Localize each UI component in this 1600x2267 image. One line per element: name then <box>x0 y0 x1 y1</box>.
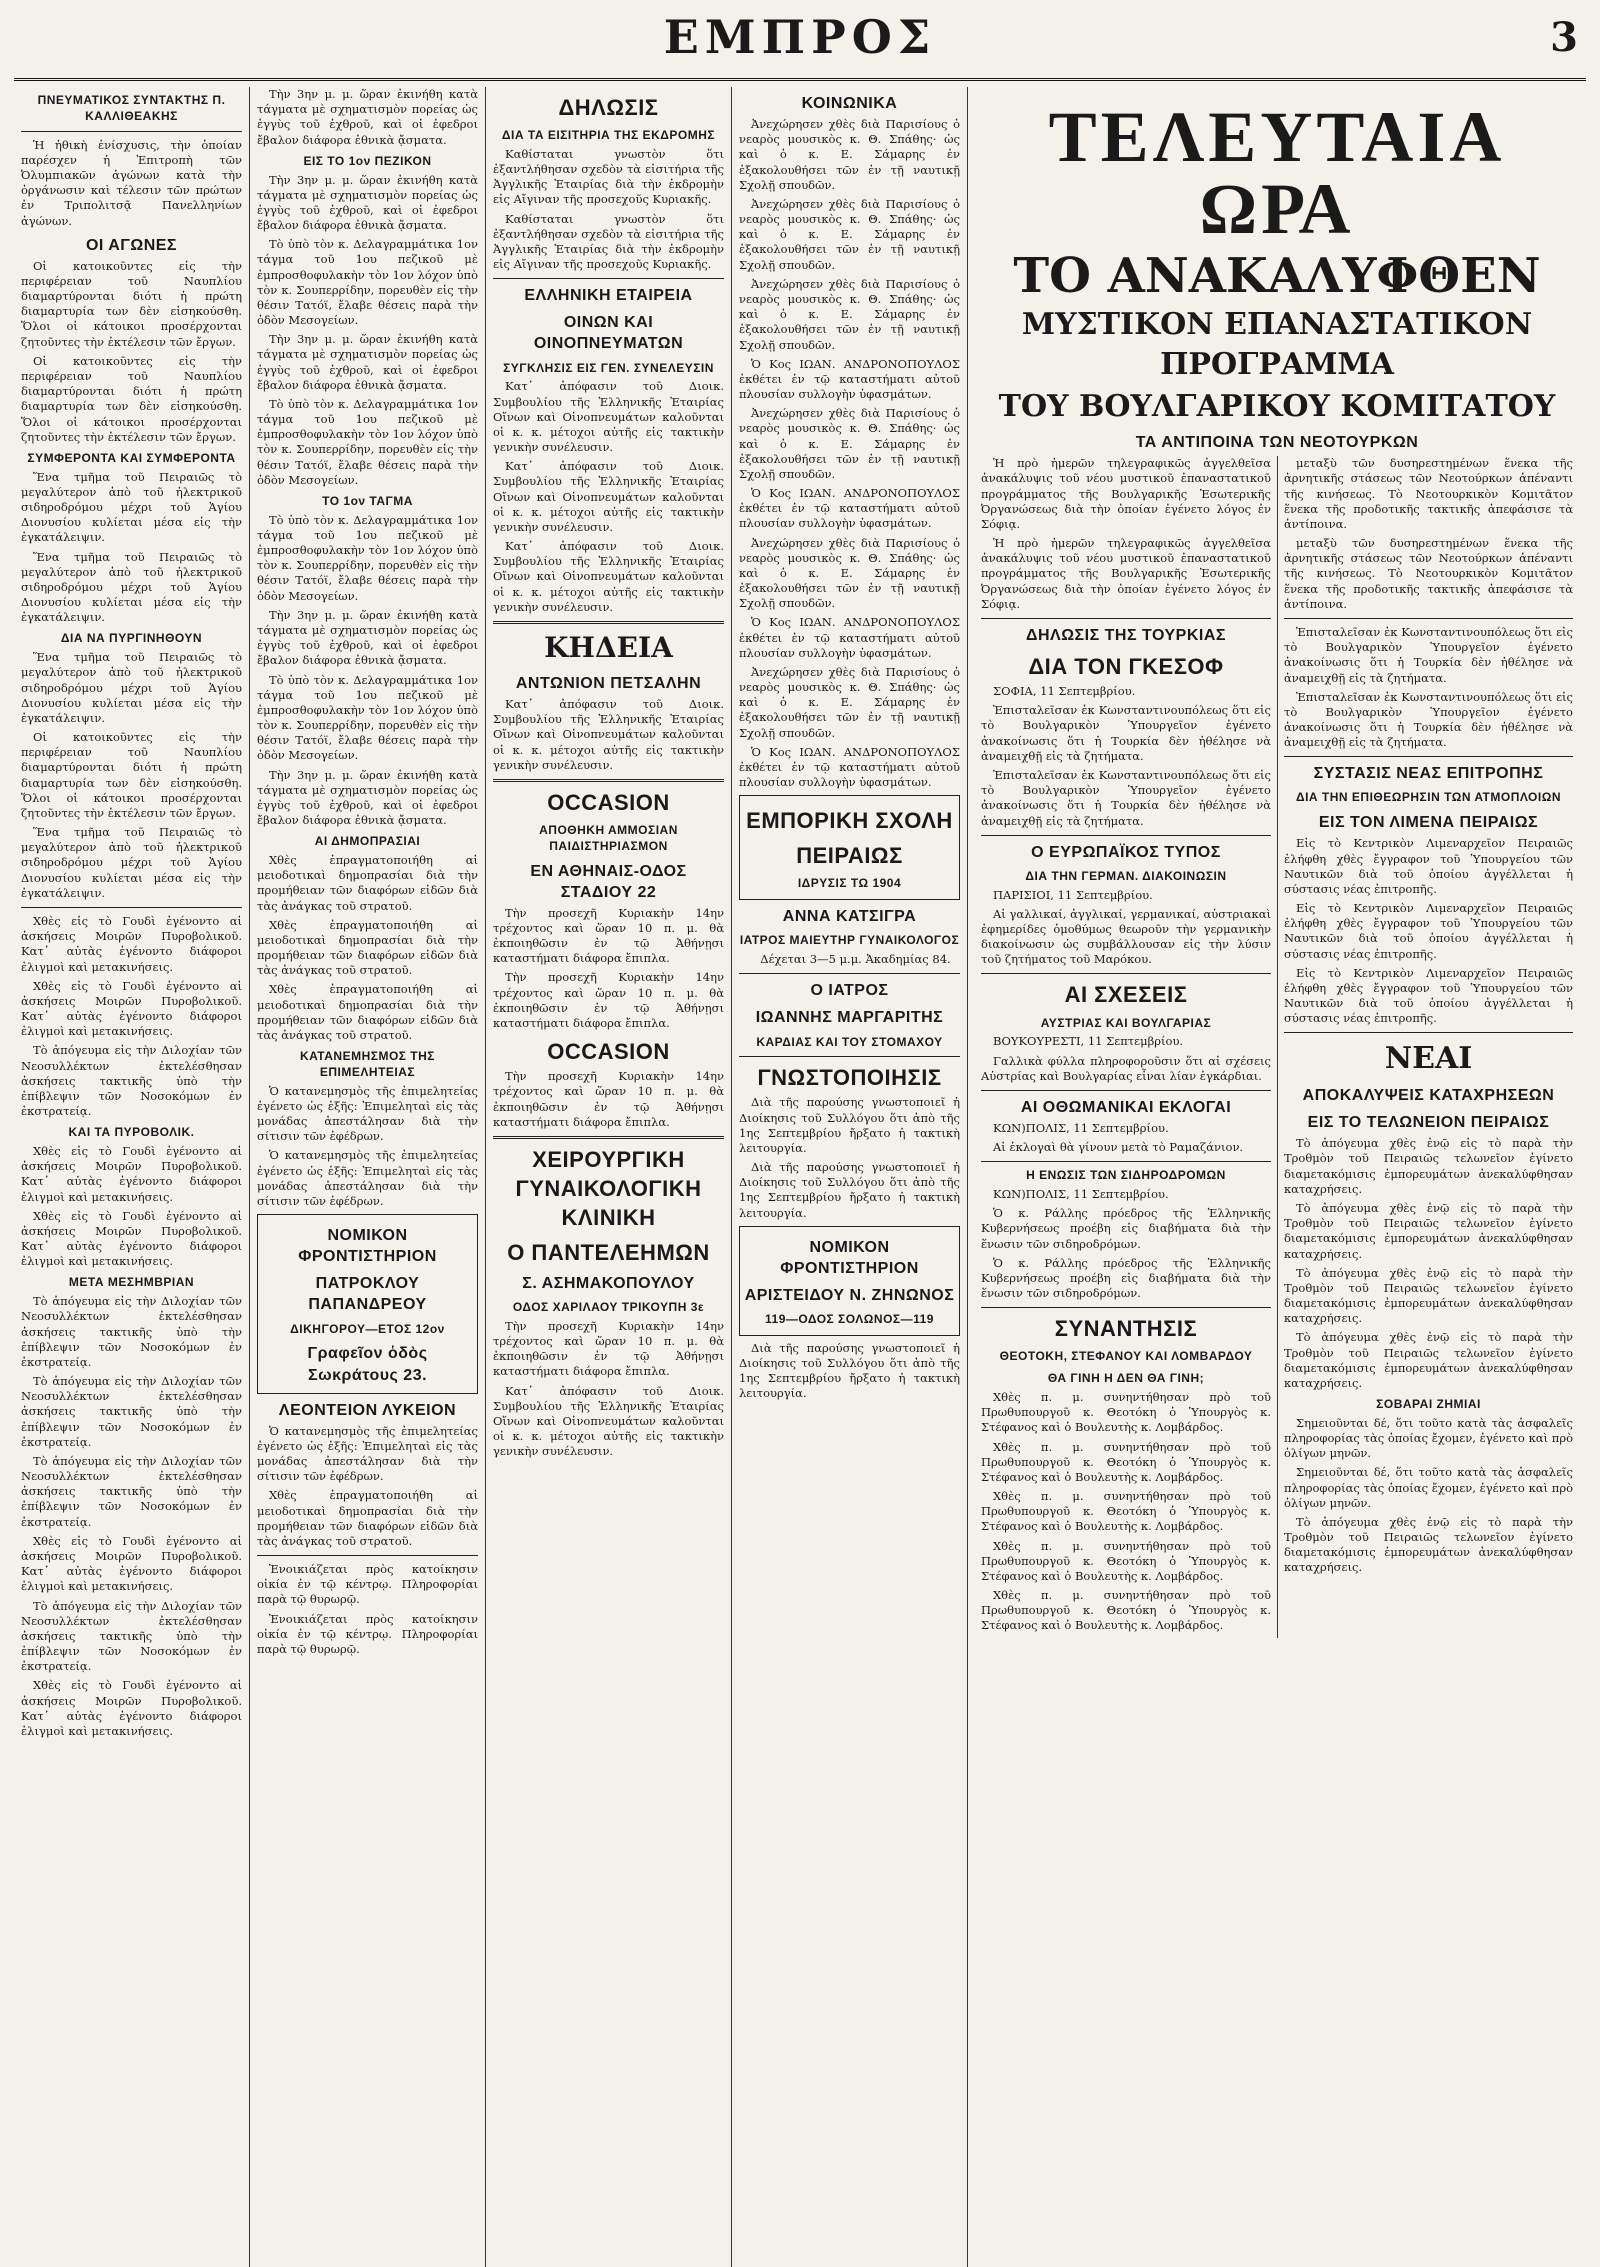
paragraph: Ὁ κ. Ράλλης πρόεδρος τῆς Ἑλληνικῆς Κυβερνήσεως προέβη εἰς διαβήματα διὰ τὴν ἕνωσιν τῶν σιδηροδρόμων. <box>981 1206 1271 1251</box>
ad-title: ΕΜΠΟΡΙΚΗ ΣΧΟΛΗ <box>746 808 953 834</box>
ad-address: Γραφεῖον ὁδὸς Σωκράτους 23. <box>307 1345 428 1384</box>
dateline-kpolis: ΚΩΝ)ΠΟΛΙΣ, 11 Σεπτεμβρίου. <box>993 1120 1169 1135</box>
paragraph: Τὸ ὑπὸ τὸν κ. Δελαγραμμάτικα 1ον τάγμα τοῦ 1ου πεζικοῦ μὲ ἐμπροσθοφυλακὴν τὸν 1ον λόχον ὑπὸ τὸν κ. Σουπερρίδην, πορευθὲν εἰς τὴν θέσιν Τατόϊ, ἔλαβε θέσεις παρὰ τὴν ὁδὸν Μεσογείων. <box>257 237 478 328</box>
paragraph: Τὸ ὑπὸ τὸν κ. Δελαγραμμάτικα 1ον τάγμα τοῦ 1ου πεζικοῦ μὲ ἐμπροσθοφυλακὴν τὸν 1ον λόχον ὑπὸ τὸν κ. Σουπερρίδην, πορευθὲν εἰς τὴν θέσιν Τατόϊ, ἔλαβε θέσεις παρὰ τὴν ὁδὸν Μεσογείων. <box>257 396 478 487</box>
clinic-address: ΟΔΟΣ ΧΑΡΙΛΑΟΥ ΤΡΙΚΟΥΠΗ 3ε <box>512 1300 705 1315</box>
paragraph: Χθὲς π. μ. συνηντήθησαν πρὸ τοῦ Πρωθυπουργοῦ κ. Θεοτόκη ὁ Ὑπουργὸς κ. Στέφανος καὶ ὁ Βουλευτὴς κ. Λομβάρδος. <box>981 1439 1271 1484</box>
paragraph: Ἕνα τμῆμα τοῦ Πειραιῶς τὸ μεγαλύτερον ἀπὸ τοῦ ἠλεκτρικοῦ σιδηροδρόμου μέχρι τοῦ Ἁγίου Διονυσίου κυλίεται μέσα εἰς τὴν ἐγκατάλειψιν. <box>21 469 242 545</box>
column-5 <box>968 87 1586 2267</box>
paragraph: Ἐνοικιάζεται πρὸς κατοίκησιν οἰκία ἐν τῷ κέντρῳ. Πληροφορίαι παρὰ τῷ θυρωρῷ. <box>257 1611 478 1656</box>
paragraph: Τὴν 3ην μ. μ. ὥραν ἐκινήθη κατὰ τάγματα μὲ σχηματισμὸν πορείας ὡς ἐγγὺς τοῦ ἐχθροῦ, καὶ οἱ ἐφεδροι ἔβαλον διάφορα ἐθνικὰ ᾄσματα. <box>257 87 478 147</box>
subheadline-dilosis: ΔΙΑ ΤΑ ΕΙΣΙΤΗΡΙΑ ΤΗΣ ΕΚΔΡΟΜΗΣ <box>501 128 716 143</box>
paragraph: Ἀνεχώρησεν χθὲς διὰ Παρισίους ὁ νεαρὸς μουσικὸς κ. Θ. Σπάθης· ὡς καὶ ὁ κ. Ε. Σάμαρης ἐν ἐξακολουθήσει τῶν ἐν τῇ ναυτικῇ Σχολῇ σπουδῶν. <box>739 406 960 481</box>
paragraph: Οἱ κατοικοῦντες εἰς τὴν περιφέρειαν τοῦ Ναυπλίου διαμαρτύρονται διότι ἡ πρώτη διαμαρτυρία των δὲν εἰσηκούσθη. Ὅλοι οἱ κάτοικοι προσέρχονται ζητοῦντες τὴν ἐκτέλεσιν τῶν ἔργων. <box>21 730 242 820</box>
headline-anna: ΑΝΝΑ ΚΑΤΣΙΓΡΑ <box>782 908 917 926</box>
paragraph: Τὸ ἀπόγευμα χθὲς ἐνῷ εἰς τὸ παρὰ τὴν Τροθμὸν τοῦ Πειραιῶς τελωνεῖον ἐγίνετο διαμετακόμισις ἐμπορευμάτων ἀνεκαλύφθησαν καταχρήσεις. <box>1283 1200 1573 1261</box>
headline-pyrginithoun: ΔΙΑ ΝΑ ΠΥΡΓΙΝΗΘΟΥΝ <box>60 631 203 646</box>
headline-mystikon: ΜΥΣΤΙΚΟΝ ΕΠΑΝΑΣΤΑΤΙΚΟΝ ΠΡΟΓΡΑΜΜΑ <box>1021 307 1533 382</box>
column-3 <box>486 87 732 2267</box>
ad-city: ΠΕΙΡΑΙΩΣ <box>796 843 903 869</box>
subheadline-ginei: ΘΑ ΓΙΝΗ Η ΔΕΝ ΘΑ ΓΙΝΗ; <box>1047 1371 1205 1386</box>
paragraph: Αἱ ἐκλογαὶ θὰ γίνουν μετὰ τὸ Ραμαζάνιον. <box>993 1140 1244 1155</box>
paragraph: Ὁ κατανεμησμὸς τῆς ἐπιμελητείας ἐγένετο ὡς ἑξῆς: Ἐπιμεληταὶ εἰς τὰς μονάδας ἀπεστάλησαν διὰ τὴν σίτισιν τῶν ἐφέδρων. <box>257 1148 478 1208</box>
paragraph: Ἐπισταλεῖσαν ἐκ Κωνσταντινουπόλεως ὅτι εἰς τὸ Βουλγαρικὸν Ὑπουργεῖον ἐγένετο ἀνακοίνωσις ὅτι ἡ Τουρκία δὲν ἠθέλησε νὰ ἀναμειχθῇ εἰς τὰ ζητήματα. <box>1283 625 1573 685</box>
paragraph: Χθὲς εἰς τὸ Γουδὶ ἐγένοντο αἱ ἀσκήσεις Μοιρῶν Πυροβολικοῦ. Κατ᾽ αὐτὰς ἐγένοντο διάφοροι ἐλιγμοὶ καὶ μετακινήσεις. <box>21 1208 242 1269</box>
paragraph: Τὴν 3ην μ. μ. ὥραν ἐκινήθη κατὰ τάγματα μὲ σχηματισμὸν πορείας ὡς ἐγγὺς τοῦ ἐχθροῦ, καὶ οἱ ἐφεδροι ἔβαλον διάφορα ἐθνικὰ ᾄσματα. <box>257 332 478 392</box>
subheadline-sxeseis: ΑΥΣΤΡΙΑΣ ΚΑΙ ΒΟΥΛΓΑΡΙΑΣ <box>1040 1015 1212 1030</box>
masthead-title: ΕΜΠΡΟΣ <box>663 10 937 64</box>
paragraph: Σημειοῦνται δέ, ὅτι τοῦτο κατὰ τὰς ἀσφαλεῖς πληροφορίας τὰς ὁποίας ἔχομεν, ἐγένετο καὶ πρὸ ὀλίγων μηνῶν. <box>1283 1415 1573 1461</box>
byline: ΠΝΕΥΜΑΤΙΚΟΣ ΣΥΝΤΑΚΤΗΣ Π. ΚΑΛΛΙΘΕΑΚΗΣ <box>37 93 226 123</box>
paragraph: Ἀνεχώρησεν χθὲς διὰ Παρισίους ὁ νεαρὸς μουσικὸς κ. Θ. Σπάθης· ὡς καὶ ὁ κ. Ε. Σάμαρης ἐν ἐξακολουθήσει τῶν ἐν τῇ ναυτικῇ Σχολῇ σπουδῶν. <box>739 664 960 740</box>
headline-pezikon: ΕΙΣ ΤΟ 1ον ΠΕΖΙΚΟΝ <box>303 153 432 168</box>
headline-panteleimon: Ο ΠΑΝΤΕΛΕΗΜΩΝ <box>507 1239 710 1265</box>
paragraph: Ἡ πρὸ ἡμερῶν τηλεγραφικῶς ἀγγελθεῖσα ἀνακάλυψις τοῦ νέου μυστικοῦ ἐπαναστατικοῦ προγράμματος τῆς Βουλγαρικῆς Ἐσωτερικῆς Ὀργανώσεως διὰ τὴν ὁποίαν ἐγένετο λόγος ἐν Σόφιᾳ. <box>981 536 1271 611</box>
headline-limena: ΕΙΣ ΤΟΝ ΛΙΜΕΝΑ ΠΕΙΡΑΙΩΣ <box>1318 814 1539 832</box>
headline-pyrobolika: ΚΑΙ ΤΑ ΠΥΡΟΒΟΛΙΚ. <box>68 1125 195 1140</box>
headline-agones: ΟΙ ΑΓΩΝΕΣ <box>85 236 178 254</box>
paragraph: Κατ᾽ ἀπόφασιν τοῦ Διοικ. Συμβουλίου τῆς Ἑλληνικῆς Ἑταιρίας Οἴνων καὶ Οἰνοπνευμάτων καλοῦνται οἱ κ. κ. μέτοχοι αὐτῆς εἰς τακτικὴν γενικὴν συνέλευσιν. <box>493 539 724 614</box>
lead-paragraph: Ἡ ἡθικὴ ἐνίσχυσις, τὴν ὁποίαν παρέσχεν ἡ Ἐπιτροπὴ τῶν Ὀλυμπιακῶν ἀγώνων κατὰ τὴν ὀργάνωσιν καὶ τέλεσιν τῶν πρώτων ἐν Τριπολιτσᾷ Πανελληνίων ἀγώνων. <box>21 137 242 228</box>
headline-meta-mesimvrian: ΜΕΤΑ ΜΕΣΗΜΒΡΙΑΝ <box>68 1275 195 1290</box>
dateline-voukouresti: ΒΟΥΚΟΥΡΕΣΤΙ, 11 Σεπτεμβρίου. <box>993 1034 1184 1049</box>
headline-oinon: ΟΙΝΩΝ ΚΑΙ ΟΙΝΟΠΝΕΥΜΑΤΩΝ <box>533 314 684 353</box>
column-2 <box>250 87 486 2267</box>
paragraph: Κατ᾽ ἀπόφασιν τοῦ Διοικ. Συμβουλίου τῆς Ἑλληνικῆς Ἑταιρίας Οἴνων καὶ Οἰνοπνευμάτων καλοῦνται οἱ κ. κ. μέτοχοι αὐτῆς εἰς τακτικὴν γενικὴν συνέλευσιν. <box>493 459 724 534</box>
paragraph: Ὁ Κος ΙΩΑΝ. ΑΝΔΡΟΝΟΠΟΥΛΟΣ ἐκθέτει ἐν τῷ καταστήματι αὐτοῦ πλουσίαν συλλογὴν ὑφασμάτων. <box>739 486 960 531</box>
ad-title: ΝΟΜΙΚΟΝ ΦΡΟΝΤΙΣΤΗΡΙΟΝ <box>780 1238 919 1277</box>
paragraph: Χθὲς ἐπραγματοποιήθη αἱ μειοδοτικαὶ δημοπρασίαι διὰ τὴν προμήθειαν τῶν διαφόρων εἰδῶν διὰ τὰς ἀνάγκας τοῦ στρατοῦ. <box>257 853 478 913</box>
subcolumn-left <box>975 456 1277 1637</box>
ad-address: 119—ΟΔΟΣ ΣΟΛΩΝΟΣ—119 <box>765 1312 934 1327</box>
subheadline-apothiki: ΑΠΟΘΗΚΗ ΑΜΜΟΣΙΑΝ ΠΑΙΔΙΣΤΗΡΙΑΣΜΟΝ <box>539 822 678 853</box>
ad-emporiki-scholi <box>739 795 960 900</box>
paragraph: Διὰ τῆς παρούσης γνωστοποιεῖ ἡ Διοίκησις τοῦ Συλλόγου ὅτι ἀπὸ τῆς 1ης Σεπτεμβρίου ἤρξατο ἡ τακτικὴ λειτουργία. <box>739 1340 960 1401</box>
headline-zimiai: ΣΟΒΑΡΑΙ ΖΗΜΙΑΙ <box>1376 1397 1481 1412</box>
paragraph: μεταξὺ τῶν δυσηρεστημένων ἕνεκα τῆς ἀρνητικῆς στάσεως τῶν Νεοτούρκων ἀπέναντι τῆς κινήσεως. Τὸ Νεοτουρκικὸν Κομιτᾶτον ἕνεκα τῆς προδοτικῆς τακτικῆς ἀπεφάσισε τὰ ἀντίποινα. <box>1283 536 1573 611</box>
paragraph: Διὰ τῆς παρούσης γνωστοποιεῖ ἡ Διοίκησις τοῦ Συλλόγου ὅτι ἀπὸ τῆς 1ης Σεπτεμβρίου ἤρξατο ἡ τακτικὴ λειτουργία. <box>739 1095 960 1155</box>
paragraph: Εἰς τὸ Κεντρικὸν Λιμεναρχεῖον Πειραιῶς ἐλήφθη χθὲς ἔγγραφον τοῦ Ὑπουργείου τῶν Ναυτικῶν διὰ τοῦ ὁποίου ἀγγέλλεται ἡ σύστασις νέας ἐπιτροπῆς. <box>1283 965 1573 1026</box>
column-1 <box>14 87 250 2267</box>
ad-name: ΠΑΤΡΟΚΛΟΥ ΠΑΠΑΝΔΡΕΟΥ <box>308 1275 427 1314</box>
paragraph: Τὸ ἀπόγευμα χθὲς ἐνῷ εἰς τὸ παρὰ τὴν Τροθμὸν τοῦ Πειραιῶς τελωνεῖον ἐγίνετο διαμετακόμισις ἐμπορευμάτων ἀνεκαλύφθησαν καταχρήσεις. <box>1283 1265 1573 1326</box>
headline-katanemismos: ΚΑΤΑΝΕΜΗΣΜΟΣ ΤΗΣ ΕΠΙΜΕΛΗΤΕΙΑΣ <box>299 1049 436 1079</box>
paragraph: Τὸ ἀπόγευμα εἰς τὴν Διλοχίαν τῶν Νεοσυλλέκτων ἐκτελέσθησαν ἀσκήσεις τακτικῆς ὑπὸ τὴν ἐπίβλεψιν τῶν Νοσοκόμων ἐν ἐκστρατείᾳ. <box>21 1374 242 1449</box>
dateline-kpolis-2: ΚΩΝ)ΠΟΛΙΣ, 11 Σεπτεμβρίου. <box>993 1187 1169 1202</box>
subheadline-diakoinosis: ΔΙΑ ΤΗΝ ΓΕΡΜΑΝ. ΔΙΑΚΟΙΝΩΣΙΝ <box>1025 868 1227 883</box>
headline-enosis: Η ΕΝΩΣΙΣ ΤΩΝ ΣΙΔΗΡΟΔΡΟΜΩΝ <box>1026 1168 1226 1183</box>
paragraph: Χθὲς ἐπραγματοποιήθη αἱ μειοδοτικαὶ δημοπρασίαι διὰ τὴν προμήθειαν τῶν διαφόρων εἰδῶν διὰ τὰς ἀνάγκας τοῦ στρατοῦ. <box>257 917 478 978</box>
ad-title: ΝΟΜΙΚΟΝ ΦΡΟΝΤΙΣΤΗΡΙΟΝ <box>298 1227 437 1266</box>
headline-koinonika: ΚΟΙΝΩΝΙΚΑ <box>801 95 898 112</box>
paragraph: Χθὲς ἐπραγματοποιήθη αἱ μειοδοτικαὶ δημοπρασίαι διὰ τὴν προμήθειαν τῶν διαφόρων εἰδῶν διὰ τὰς ἀνάγκας τοῦ στρατοῦ. <box>257 1488 478 1548</box>
paragraph: Ἀνεχώρησεν χθὲς διὰ Παρισίους ὁ νεαρὸς μουσικὸς κ. Θ. Σπάθης· ὡς καὶ ὁ κ. Ε. Σάμαρης ἐν ἐξακολουθήσει τῶν ἐν τῇ ναυτικῇ Σχολῇ σπουδῶν. <box>739 535 960 611</box>
paragraph: Ὁ κατανεμησμὸς τῆς ἐπιμελητείας ἐγένετο ὡς ἑξῆς: Ἐπιμεληταὶ εἰς τὰς μονάδας ἀπεστάλησαν διὰ τὴν σίτισιν τῶν ἐφέδρων. <box>257 1423 478 1484</box>
paragraph: Ἡ πρὸ ἡμερῶν τηλεγραφικῶς ἀγγελθεῖσα ἀνακάλυψις τοῦ νέου μυστικοῦ ἐπαναστατικοῦ προγράμματος τῆς Βουλγαρικῆς Ἐσωτερικῆς Ὀργανώσεως διὰ τὴν ὁποίαν ἐγένετο λόγος ἐν Σόφιᾳ. <box>981 456 1271 531</box>
headline-eyropaikos-typos: Ο ΕΥΡΩΠΑΪΚΟΣ ΤΥΠΟΣ <box>1031 843 1221 861</box>
paragraph: Ὁ κατανεμησμὸς τῆς ἐπιμελητείας ἐγένετο ὡς ἑξῆς: Ἐπιμεληταὶ εἰς τὰς μονάδας ἀπεστάλησαν διὰ τὴν σίτισιν τῶν ἐφέδρων. <box>257 1083 478 1144</box>
paragraph: Ὁ Κος ΙΩΑΝ. ΑΝΔΡΟΝΟΠΟΥΛΟΣ ἐκθέτει ἐν τῷ καταστήματι αὐτοῦ πλουσίαν συλλογὴν ὑφασμάτων. <box>739 356 960 402</box>
headline-teloneion: ΕΙΣ ΤΟ ΤΕΛΩΝΕΙΟΝ ΠΕΙΡΑΙΩΣ <box>1307 1114 1550 1132</box>
paragraph: Χθὲς ἐπραγματοποιήθη αἱ μειοδοτικαὶ δημοπρασίαι διὰ τὴν προμήθειαν τῶν διαφόρων εἰδῶν διὰ τὰς ἀνάγκας τοῦ στρατοῦ. <box>257 982 478 1042</box>
subcolumn-right <box>1277 456 1579 1637</box>
paragraph: Τὸ ἀπόγευμα εἰς τὴν Διλοχίαν τῶν Νεοσυλλέκτων ἐκτελέσθησαν ἀσκήσεις τακτικῆς ὑπὸ τὴν ἐπίβλεψιν τῶν Νοσοκόμων ἐν ἐκστρατείᾳ. <box>21 1043 242 1119</box>
paragraph: Οἱ κατοικοῦντες εἰς τὴν περιφέρειαν τοῦ Ναυπλίου διαμαρτύρονται διότι ἡ πρώτη διαμαρτυρία των δὲν εἰσηκούσθη. Ὅλοι οἱ κάτοικοι προσέρχονται ζητοῦντες τὴν ἐκτέλεσιν τῶν ἔργων. <box>21 258 242 349</box>
paragraph: Ἐνοικιάζεται πρὸς κατοίκησιν οἰκία ἐν τῷ κέντρῳ. Πληροφορίαι παρὰ τῷ θυρωρῷ. <box>257 1562 478 1607</box>
paragraph: Κατ᾽ ἀπόφασιν τοῦ Διοικ. Συμβουλίου τῆς Ἑλληνικῆς Ἑταιρίας Οἴνων καὶ Οἰνοπνευμάτων καλοῦνται οἱ κ. κ. μέτοχοι αὐτῆς εἰς τακτικὴν γενικὴν συνέλευσιν. <box>493 1383 724 1459</box>
paragraph: Ἀνεχώρησεν χθὲς διὰ Παρισίους ὁ νεαρὸς μουσικὸς κ. Θ. Σπάθης· ὡς καὶ ὁ κ. Ε. Σάμαρης ἐν ἐξακολουθήσει τῶν ἐν τῇ ναυτικῇ Σχολῇ σπουδῶν. <box>739 117 960 192</box>
paragraph: Ὁ Κος ΙΩΑΝ. ΑΝΔΡΟΝΟΠΟΥΛΟΣ ἐκθέτει ἐν τῷ καταστήματι αὐτοῦ πλουσίαν συλλογὴν ὑφασμάτων. <box>739 615 960 660</box>
headline-leonteion: ΛΕΟΝΤΕΙΟΝ ΛΥΚΕΙΟΝ <box>278 1401 457 1419</box>
headline-systasis: ΣΥΣΤΑΣΙΣ ΝΕΑΣ ΕΠΙΤΡΟΠΗΣ <box>1313 765 1544 783</box>
headline-tagma: ΤΟ 1ον ΤΑΓΜΑ <box>322 493 413 508</box>
headline-antipoina: ΤΑ ΑΝΤΙΠΟΙΝΑ ΤΩΝ ΝΕΟΤΟΥΡΚΩΝ <box>1135 434 1419 452</box>
dateline-parisioi: ΠΑΡΙΣΙΟΙ, 11 Σεπτεμβρίου. <box>993 887 1153 902</box>
ad-subtitle: ΔΙΚΗΓΟΡΟΥ—ΕΤΟΣ 12ον <box>290 1321 445 1336</box>
paragraph: Γαλλικὰ φύλλα πληροφοροῦσιν ὅτι αἱ σχέσεις Αὐστρίας καὶ Βουλγαρίας εἶναι λίαν ἐγκάρδιαι. <box>981 1053 1271 1083</box>
paragraph: Οἱ κατοικοῦντες εἰς τὴν περιφέρειαν τοῦ Ναυπλίου διαμαρτύρονται διότι ἡ πρώτη διαμαρτυρία των δὲν εἰσηκούσθη. Ὅλοι οἱ κάτοικοι προσέρχονται ζητοῦντες τὴν ἐκτέλεσιν τῶν ἔργων. <box>21 353 242 444</box>
paragraph: Εἰς τὸ Κεντρικὸν Λιμεναρχεῖον Πειραιῶς ἐλήφθη χθὲς ἔγγραφον τοῦ Ὑπουργείου τῶν Ναυτικῶν διὰ τοῦ ὁποίου ἀγγέλλεται ἡ σύστασις νέας ἐπιτροπῆς. <box>1283 836 1573 896</box>
headline-dilosis: ΔΗΛΩΣΙΣ <box>558 95 659 120</box>
paragraph: Τὴν 3ην μ. μ. ὥραν ἐκινήθη κατὰ τάγματα μὲ σχηματισμὸν πορείας ὡς ἐγγὺς τοῦ ἐχθροῦ, καὶ οἱ ἐφεδροι ἔβαλον διάφορα ἐθνικὰ ᾄσματα. <box>257 767 478 828</box>
paragraph: Διὰ τῆς παρούσης γνωστοποιεῖ ἡ Διοίκησις τοῦ Συλλόγου ὅτι ἀπὸ τῆς 1ης Σεπτεμβρίου ἤρξατο ἡ τακτικὴ λειτουργία. <box>739 1160 960 1220</box>
masthead <box>14 8 1586 81</box>
headline-etaireia: ΕΛΛΗΝΙΚΗ ΕΤΑΙΡΕΙΑ <box>524 287 693 305</box>
paragraph: Κατ᾽ ἀπόφασιν τοῦ Διοικ. Συμβουλίου τῆς Ἑλληνικῆς Ἑταιρίας Οἴνων καὶ Οἰνοπνευμάτων καλοῦνται οἱ κ. κ. μέτοχοι αὐτῆς εἰς τακτικὴν γενικὴν συνέλευσιν. <box>493 697 724 772</box>
kideia-name: ΑΝΤΩΝΙΟΝ ΠΕΤΣΑΛΗΝ <box>515 674 702 692</box>
headline-voulgarikou: ΤΟΥ ΒΟΥΛΓΑΡΙΚΟΥ ΚΟΜΙΤΑΤΟΥ <box>998 388 1556 424</box>
paragraph: Χθὲς π. μ. συνηντήθησαν πρὸ τοῦ Πρωθυπουργοῦ κ. Θεοτόκη ὁ Ὑπουργὸς κ. Στέφανος καὶ ὁ Βουλευτὴς κ. Λομβάρδος. <box>981 1538 1271 1583</box>
paragraph: Τὸ ἀπόγευμα χθὲς ἐνῷ εἰς τὸ παρὰ τὴν Τροθμὸν τοῦ Πειραιῶς τελωνεῖον ἐγίνετο διαμετακόμισις ἐμπορευμάτων ἀνεκαλύφθησαν καταχρήσεις. <box>1283 1330 1573 1390</box>
paragraph: Αἱ γαλλικαί, ἀγγλικαί, γερμανικαί, αὐστριακαὶ ἐφημερίδες ὁμοθύμως θεωροῦν τὴν γερμανικὴν διακοίνωσιν ὡς συμβάλλουσαν εἰς τὴν λύσιν τοῦ ζητήματος τοῦ Μαρόκου. <box>981 906 1271 967</box>
paragraph: Τὸ ὑπὸ τὸν κ. Δελαγραμμάτικα 1ον τάγμα τοῦ 1ου πεζικοῦ μὲ ἐμπροσθοφυλακὴν τὸν 1ον λόχον ὑπὸ τὸν κ. Σουπερρίδην, πορευθὲν εἰς τὴν θέσιν Τατόϊ, ἔλαβε θέσεις παρὰ τὴν ὁδὸν Μεσογείων. <box>257 672 478 763</box>
paragraph: Ἀνεχώρησεν χθὲς διὰ Παρισίους ὁ νεαρὸς μουσικὸς κ. Θ. Σπάθης· ὡς καὶ ὁ κ. Ε. Σάμαρης ἐν ἐξακολουθήσει τῶν ἐν τῇ ναυτικῇ Σχολῇ σπουδῶν. <box>739 276 960 352</box>
paragraph: Τὴν 3ην μ. μ. ὥραν ἐκινήθη κατὰ τάγματα μὲ σχηματισμὸν πορείας ὡς ἐγγὺς τοῦ ἐχθροῦ, καὶ οἱ ἐφεδροι ἔβαλον διάφορα ἐθνικὰ ᾄσματα. <box>257 607 478 668</box>
paragraph: Ὁ κ. Ράλλης πρόεδρος τῆς Ἑλληνικῆς Κυβερνήσεως προέβη εἰς διαβήματα διὰ τὴν ἕνωσιν τῶν σιδηροδρόμων. <box>981 1255 1271 1301</box>
paragraph: Χθὲς εἰς τὸ Γουδὶ ἐγένοντο αἱ ἀσκήσεις Μοιρῶν Πυροβολικοῦ. Κατ᾽ αὐτὰς ἐγένοντο διάφοροι ἐλιγμοὶ καὶ μετακινήσεις. <box>21 913 242 974</box>
paragraph: Τὸ ἀπόγευμα χθὲς ἐνῷ εἰς τὸ παρὰ τὴν Τροθμὸν τοῦ Πειραιῶς τελωνεῖον ἐγίνετο διαμετακόμισις ἐμπορευμάτων ἀνεκαλύφθησαν καταχρήσεις. <box>1283 1136 1573 1196</box>
iatros-name: ΙΩΑΝΝΗΣ ΜΑΡΓΑΡΙΤΗΣ <box>755 1009 944 1027</box>
iatros-specialty: ΚΑΡΔΙΑΣ ΚΑΙ ΤΟΥ ΣΤΟΜΑΧΟΥ <box>756 1034 943 1049</box>
column-4 <box>732 87 968 2267</box>
page-number: 3 <box>1550 14 1578 61</box>
headline-symferonta: ΣΥΜΦΕΡΟΝΤΑ ΚΑΙ ΣΥΜΦΕΡΟΝΤΑ <box>27 450 236 465</box>
paragraph: Τὴν προσεχῆ Κυριακὴν 14ην τρέχοντος καὶ ὥραν 10 π. μ. θὰ ἐκποιηθῶσιν ἐν τῷ Ἀθήνῃσι καταστήματι διάφορα ἔπιπλα. <box>493 970 724 1030</box>
paragraph: Τὴν προσεχῆ Κυριακὴν 14ην τρέχοντος καὶ ὥραν 10 π. μ. θὰ ἐκποιηθῶσιν ἐν τῷ Ἀθήνῃσι καταστήματι διάφορα ἔπιπλα. <box>493 1069 724 1129</box>
paragraph: Χθὲς εἰς τὸ Γουδὶ ἐγένοντο αἱ ἀσκήσεις Μοιρῶν Πυροβολικοῦ. Κατ᾽ αὐτὰς ἐγένοντο διάφοροι ἐλιγμοὶ καὶ μετακινήσεις. <box>21 978 242 1039</box>
subheadline-synelefsis: ΣΥΓΚΛΗΣΙΣ ΕΙΣ ΓΕΝ. ΣΥΝΕΛΕΥΣΙΝ <box>503 360 714 375</box>
paragraph: Τὴν 3ην μ. μ. ὥραν ἐκινήθη κατὰ τάγματα μὲ σχηματισμὸν πορείας ὡς ἐγγὺς τοῦ ἐχθροῦ, καὶ οἱ ἐφεδροι ἔβαλον διάφορα ἐθνικὰ ᾄσματα. <box>257 172 478 233</box>
paragraph: Τὸ ἀπόγευμα χθὲς ἐνῷ εἰς τὸ παρὰ τὴν Τροθμὸν τοῦ Πειραιῶς τελωνεῖον ἐγίνετο διαμετακόμισις ἐμπορευμάτων ἀνεκαλύφθησαν καταχρήσεις. <box>1283 1514 1573 1575</box>
headline-occasion: OCCASION <box>547 789 670 815</box>
paragraph: Ἐπισταλεῖσαν ἐκ Κωνσταντινουπόλεως ὅτι εἰς τὸ Βουλγαρικὸν Ὑπουργεῖον ἐγένετο ἀνακοίνωσις ὅτι ἡ Τουρκία δὲν ἠθέλησε νὰ ἀναμειχθῇ εἰς τὰ ζητήματα. <box>1283 689 1573 750</box>
paragraph: Ἀνεχώρησεν χθὲς διὰ Παρισίους ὁ νεαρὸς μουσικὸς κ. Θ. Σπάθης· ὡς καὶ ὁ κ. Ε. Σάμαρης ἐν ἐξακολουθήσει τῶν ἐν τῇ ναυτικῇ Σχολῇ σπουδῶν. <box>739 196 960 272</box>
headline-gnostopoiisis: ΓΝΩΣΤΟΠΟΙΗΣΙΣ <box>757 1065 942 1091</box>
headline-gkesof: ΔΙΑ ΤΟΝ ΓΚΕΣΟΦ <box>1028 654 1224 680</box>
clinic-doctor: Σ. ΑΣΗΜΑΚΟΠΟΥΛΟΥ <box>522 1275 695 1293</box>
subheadline-neai: ΑΠΟΚΑΛΥΨΕΙΣ ΚΑΤΑΧΡΗΣΕΩΝ <box>1302 1087 1555 1105</box>
paragraph: Ἐπισταλεῖσαν ἐκ Κωνσταντινουπόλεως ὅτι εἰς τὸ Βουλγαρικὸν Ὑπουργεῖον ἐγένετο ἀνακοίνωσις ὅτι ἡ Τουρκία δὲν ἠθέλησε νὰ ἀναμειχθῇ εἰς τὰ ζητήματα. <box>981 703 1271 763</box>
headline-occasion-2: OCCASION <box>547 1039 670 1065</box>
subheadline-systasis: ΔΙΑ ΤΗΝ ΕΠΙΘΕΩΡΗΣΙΝ ΤΩΝ ΑΤΜΟΠΛΟΙΩΝ <box>1295 790 1562 805</box>
headline-dilosis-tourkias: ΔΗΛΩΣΙΣ ΤΗΣ ΤΟΥΡΚΙΑΣ <box>1025 627 1226 644</box>
paragraph: Καθίσταται γνωστὸν ὅτι ἐξαντλήθησαν σχεδὸν τὰ εἰσιτήρια τῆς Ἀγγλικῆς Ἑταιρίας διὰ τὴν ἐκδρομὴν εἰς Αἴγιναν τῆς προσεχοῦς Κυριακῆς. <box>493 146 724 207</box>
banner-teleftaia-ora: ΤΕΛΕΥΤΑΙΑ ΩΡΑ <box>1048 97 1506 249</box>
paragraph: Τὴν προσεχῆ Κυριακὴν 14ην τρέχοντος καὶ ὥραν 10 π. μ. θὰ ἐκποιηθῶσιν ἐν τῷ Ἀθήνῃσι καταστήματι διάφορα ἔπιπλα. <box>493 1318 724 1379</box>
paragraph: Τὸ ὑπὸ τὸν κ. Δελαγραμμάτικα 1ον τάγμα τοῦ 1ου πεζικοῦ μὲ ἐμπροσθοφυλακὴν τὸν 1ον λόχον ὑπὸ τὸν κ. Σουπερρίδην, πορευθὲν εἰς τὴν θέσιν Τατόϊ, ἔλαβε θέσεις παρὰ τὴν ὁδὸν Μεσογείων. <box>257 512 478 603</box>
paragraph: Ἕνα τμῆμα τοῦ Πειραιῶς τὸ μεγαλύτερον ἀπὸ τοῦ ἠλεκτρικοῦ σιδηροδρόμου μέχρι τοῦ Ἁγίου Διονυσίου κυλίεται μέσα εἰς τὴν ἐγκατάλειψιν. <box>21 549 242 625</box>
paragraph: Ἕνα τμῆμα τοῦ Πειραιῶς τὸ μεγαλύτερον ἀπὸ τοῦ ἠλεκτρικοῦ σιδηροδρόμου μέχρι τοῦ Ἁγίου Διονυσίου κυλίεται μέσα εἰς τὴν ἐγκατάλειψιν. <box>21 825 242 900</box>
paragraph: Χθὲς π. μ. συνηντήθησαν πρὸ τοῦ Πρωθυπουργοῦ κ. Θεοτόκη ὁ Ὑπουργὸς κ. Στέφανος καὶ ὁ Βουλευτὴς κ. Λομβάρδος. <box>981 1588 1271 1633</box>
subheadline-synantisis: ΘΕΟΤΟΚΗ, ΣΤΕΦΑΝΟΥ ΚΑΙ ΛΟΜΒΑΡΔΟΥ <box>999 1349 1253 1364</box>
headline-synantisis: ΣΥΝΑΝΤΗΣΙΣ <box>1054 1316 1198 1342</box>
ad-nomikon-frontistirion <box>257 1214 478 1393</box>
paragraph: Χθὲς εἰς τὸ Γουδὶ ἐγένοντο αἱ ἀσκήσεις Μοιρῶν Πυροβολικοῦ. Κατ᾽ αὐτὰς ἐγένοντο διάφοροι ἐλιγμοὶ καὶ μετακινήσεις. <box>21 1533 242 1594</box>
paragraph: Τὸ ἀπόγευμα εἰς τὴν Διλοχίαν τῶν Νεοσυλλέκτων ἐκτελέσθησαν ἀσκήσεις τακτικῆς ὑπὸ τὴν ἐπίβλεψιν τῶν Νοσοκόμων ἐν ἐκστρατείᾳ. <box>21 1294 242 1369</box>
dateline-sofia: ΣΟΦΙΑ, 11 Σεπτεμβρίου. <box>993 684 1136 699</box>
paragraph: Κατ᾽ ἀπόφασιν τοῦ Διοικ. Συμβουλίου τῆς Ἑλληνικῆς Ἑταιρίας Οἴνων καὶ Οἰνοπνευμάτων καλοῦνται οἱ κ. κ. μέτοχοι αὐτῆς εἰς τακτικὴν γενικὴν συνέλευσιν. <box>493 379 724 455</box>
ad-founded: ΙΔΡΥΣΙΣ ΤΩ 1904 <box>797 876 902 891</box>
paragraph: Χθὲς π. μ. συνηντήθησαν πρὸ τοῦ Πρωθυπουργοῦ κ. Θεοτόκη ὁ Ὑπουργὸς κ. Στέφανος καὶ ὁ Βουλευτὴς κ. Λομβάρδος. <box>981 1489 1271 1534</box>
headline-dimoprasiai: ΑΙ ΔΗΜΟΠΡΑΣΙΑΙ <box>314 834 421 849</box>
paragraph: Τὸ ἀπόγευμα εἰς τὴν Διλοχίαν τῶν Νεοσυλλέκτων ἐκτελέσθησαν ἀσκήσεις τακτικῆς ὑπὸ τὴν ἐπίβλεψιν τῶν Νοσοκόμων ἐν ἐκστρατείᾳ. <box>21 1453 242 1529</box>
subheadline-anna: ΙΑΤΡΟΣ ΜΑΙΕΥΤΗΡ ΓΥΝΑΙΚΟΛΟΓΟΣ <box>739 933 960 948</box>
paragraph: Τὴν προσεχῆ Κυριακὴν 14ην τρέχοντος καὶ ὥραν 10 π. μ. θὰ ἐκποιηθῶσιν ἐν τῷ Ἀθήνῃσι καταστήματι διάφορα ἔπιπλα. <box>493 905 724 966</box>
headline-anakalyfthen: ΤΟ ΑΝΑΚΑΛΥΦΘΕΝ <box>1013 248 1541 304</box>
headline-iatros: Ο ΙΑΤΡΟΣ <box>810 982 889 1000</box>
headline-neai: ΝΕΑΙ <box>1384 1041 1473 1077</box>
paragraph: Ὁ Κος ΙΩΑΝ. ΑΝΔΡΟΝΟΠΟΥΛΟΣ ἐκθέτει ἐν τῷ καταστήματι αὐτοῦ πλουσίαν συλλογὴν ὑφασμάτων. <box>739 744 960 790</box>
headline-kideia: ΚΗΔΕΙΑ <box>544 630 673 664</box>
ad-name: ΑΡΙΣΤΕΙΔΟΥ Ν. ΖΗΝΩΝΟΣ <box>744 1287 955 1304</box>
headline-xeirourgiki: ΧΕΙΡΟΥΡΓΙΚΗ ΓΥΝΑΙΚΟΛΟΓΙΚΗ ΚΛΙΝΙΚΗ <box>515 1146 702 1230</box>
occasion-address: ΕΝ ΑΘΗΝΑΙΣ-ΟΔΟΣ ΣΤΑΔΙΟΥ 22 <box>530 862 687 901</box>
ad-nomikon-zinonos <box>739 1226 960 1336</box>
headline-sxeseis: ΑΙ ΣΧΕΣΕΙΣ <box>1064 982 1188 1008</box>
headline-othomanikai: ΑΙ ΟΘΩΜΑΝΙΚΑΙ ΕΚΛΟΓΑΙ <box>1020 1098 1232 1116</box>
paragraph: μεταξὺ τῶν δυσηρεστημένων ἕνεκα τῆς ἀρνητικῆς στάσεως τῶν Νεοτούρκων ἀπέναντι τῆς κινήσεως. Τὸ Νεοτουρκικὸν Κομιτᾶτον ἕνεκα τῆς προδοτικῆς τακτικῆς ἀπεφάσισε τὰ ἀντίποινα. <box>1283 456 1573 531</box>
paragraph: Δέχεται 3—5 μ.μ. Ἀκαδημίας 84. <box>760 952 951 967</box>
paragraph: Σημειοῦνται δέ, ὅτι τοῦτο κατὰ τὰς ἀσφαλεῖς πληροφορίας τὰς ὁποίας ἔχομεν, ἐγένετο καὶ πρὸ ὀλίγων μηνῶν. <box>1283 1465 1573 1510</box>
paragraph: Ἕνα τμῆμα τοῦ Πειραιῶς τὸ μεγαλύτερον ἀπὸ τοῦ ἠλεκτρικοῦ σιδηροδρόμου μέχρι τοῦ Ἁγίου Διονυσίου κυλίεται μέσα εἰς τὴν ἐγκατάλειψιν. <box>21 650 242 725</box>
paragraph: Ἐπισταλεῖσαν ἐκ Κωνσταντινουπόλεως ὅτι εἰς τὸ Βουλγαρικὸν Ὑπουργεῖον ἐγένετο ἀνακοίνωσις ὅτι ἡ Τουρκία δὲν ἠθέλησε νὰ ἀναμειχθῇ εἰς τὰ ζητήματα. <box>981 768 1271 828</box>
paragraph: Καθίσταται γνωστὸν ὅτι ἐξαντλήθησαν σχεδὸν τὰ εἰσιτήρια τῆς Ἀγγλικῆς Ἑταιρίας διὰ τὴν ἐκδρομὴν εἰς Αἴγιναν τῆς προσεχοῦς Κυριακῆς. <box>493 211 724 272</box>
paragraph: Χθὲς π. μ. συνηντήθησαν πρὸ τοῦ Πρωθυπουργοῦ κ. Θεοτόκη ὁ Ὑπουργὸς κ. Στέφανος καὶ ὁ Βουλευτὴς κ. Λομβάρδος. <box>981 1390 1271 1435</box>
paragraph: Τὸ ἀπόγευμα εἰς τὴν Διλοχίαν τῶν Νεοσυλλέκτων ἐκτελέσθησαν ἀσκήσεις τακτικῆς ὑπὸ τὴν ἐπίβλεψιν τῶν Νοσοκόμων ἐν ἐκστρατείᾳ. <box>21 1598 242 1674</box>
paragraph: Χθὲς εἰς τὸ Γουδὶ ἐγένοντο αἱ ἀσκήσεις Μοιρῶν Πυροβολικοῦ. Κατ᾽ αὐτὰς ἐγένοντο διάφοροι ἐλιγμοὶ καὶ μετακινήσεις. <box>21 1144 242 1204</box>
paragraph: Χθὲς εἰς τὸ Γουδὶ ἐγένοντο αἱ ἀσκήσεις Μοιρῶν Πυροβολικοῦ. Κατ᾽ αὐτὰς ἐγένοντο διάφοροι ἐλιγμοὶ καὶ μετακινήσεις. <box>21 1678 242 1738</box>
paragraph: Εἰς τὸ Κεντρικὸν Λιμεναρχεῖον Πειραιῶς ἐλήφθη χθὲς ἔγγραφον τοῦ Ὑπουργείου τῶν Ναυτικῶν διὰ τοῦ ὁποίου ἀγγέλλεται ἡ σύστασις νέας ἐπιτροπῆς. <box>1283 901 1573 961</box>
